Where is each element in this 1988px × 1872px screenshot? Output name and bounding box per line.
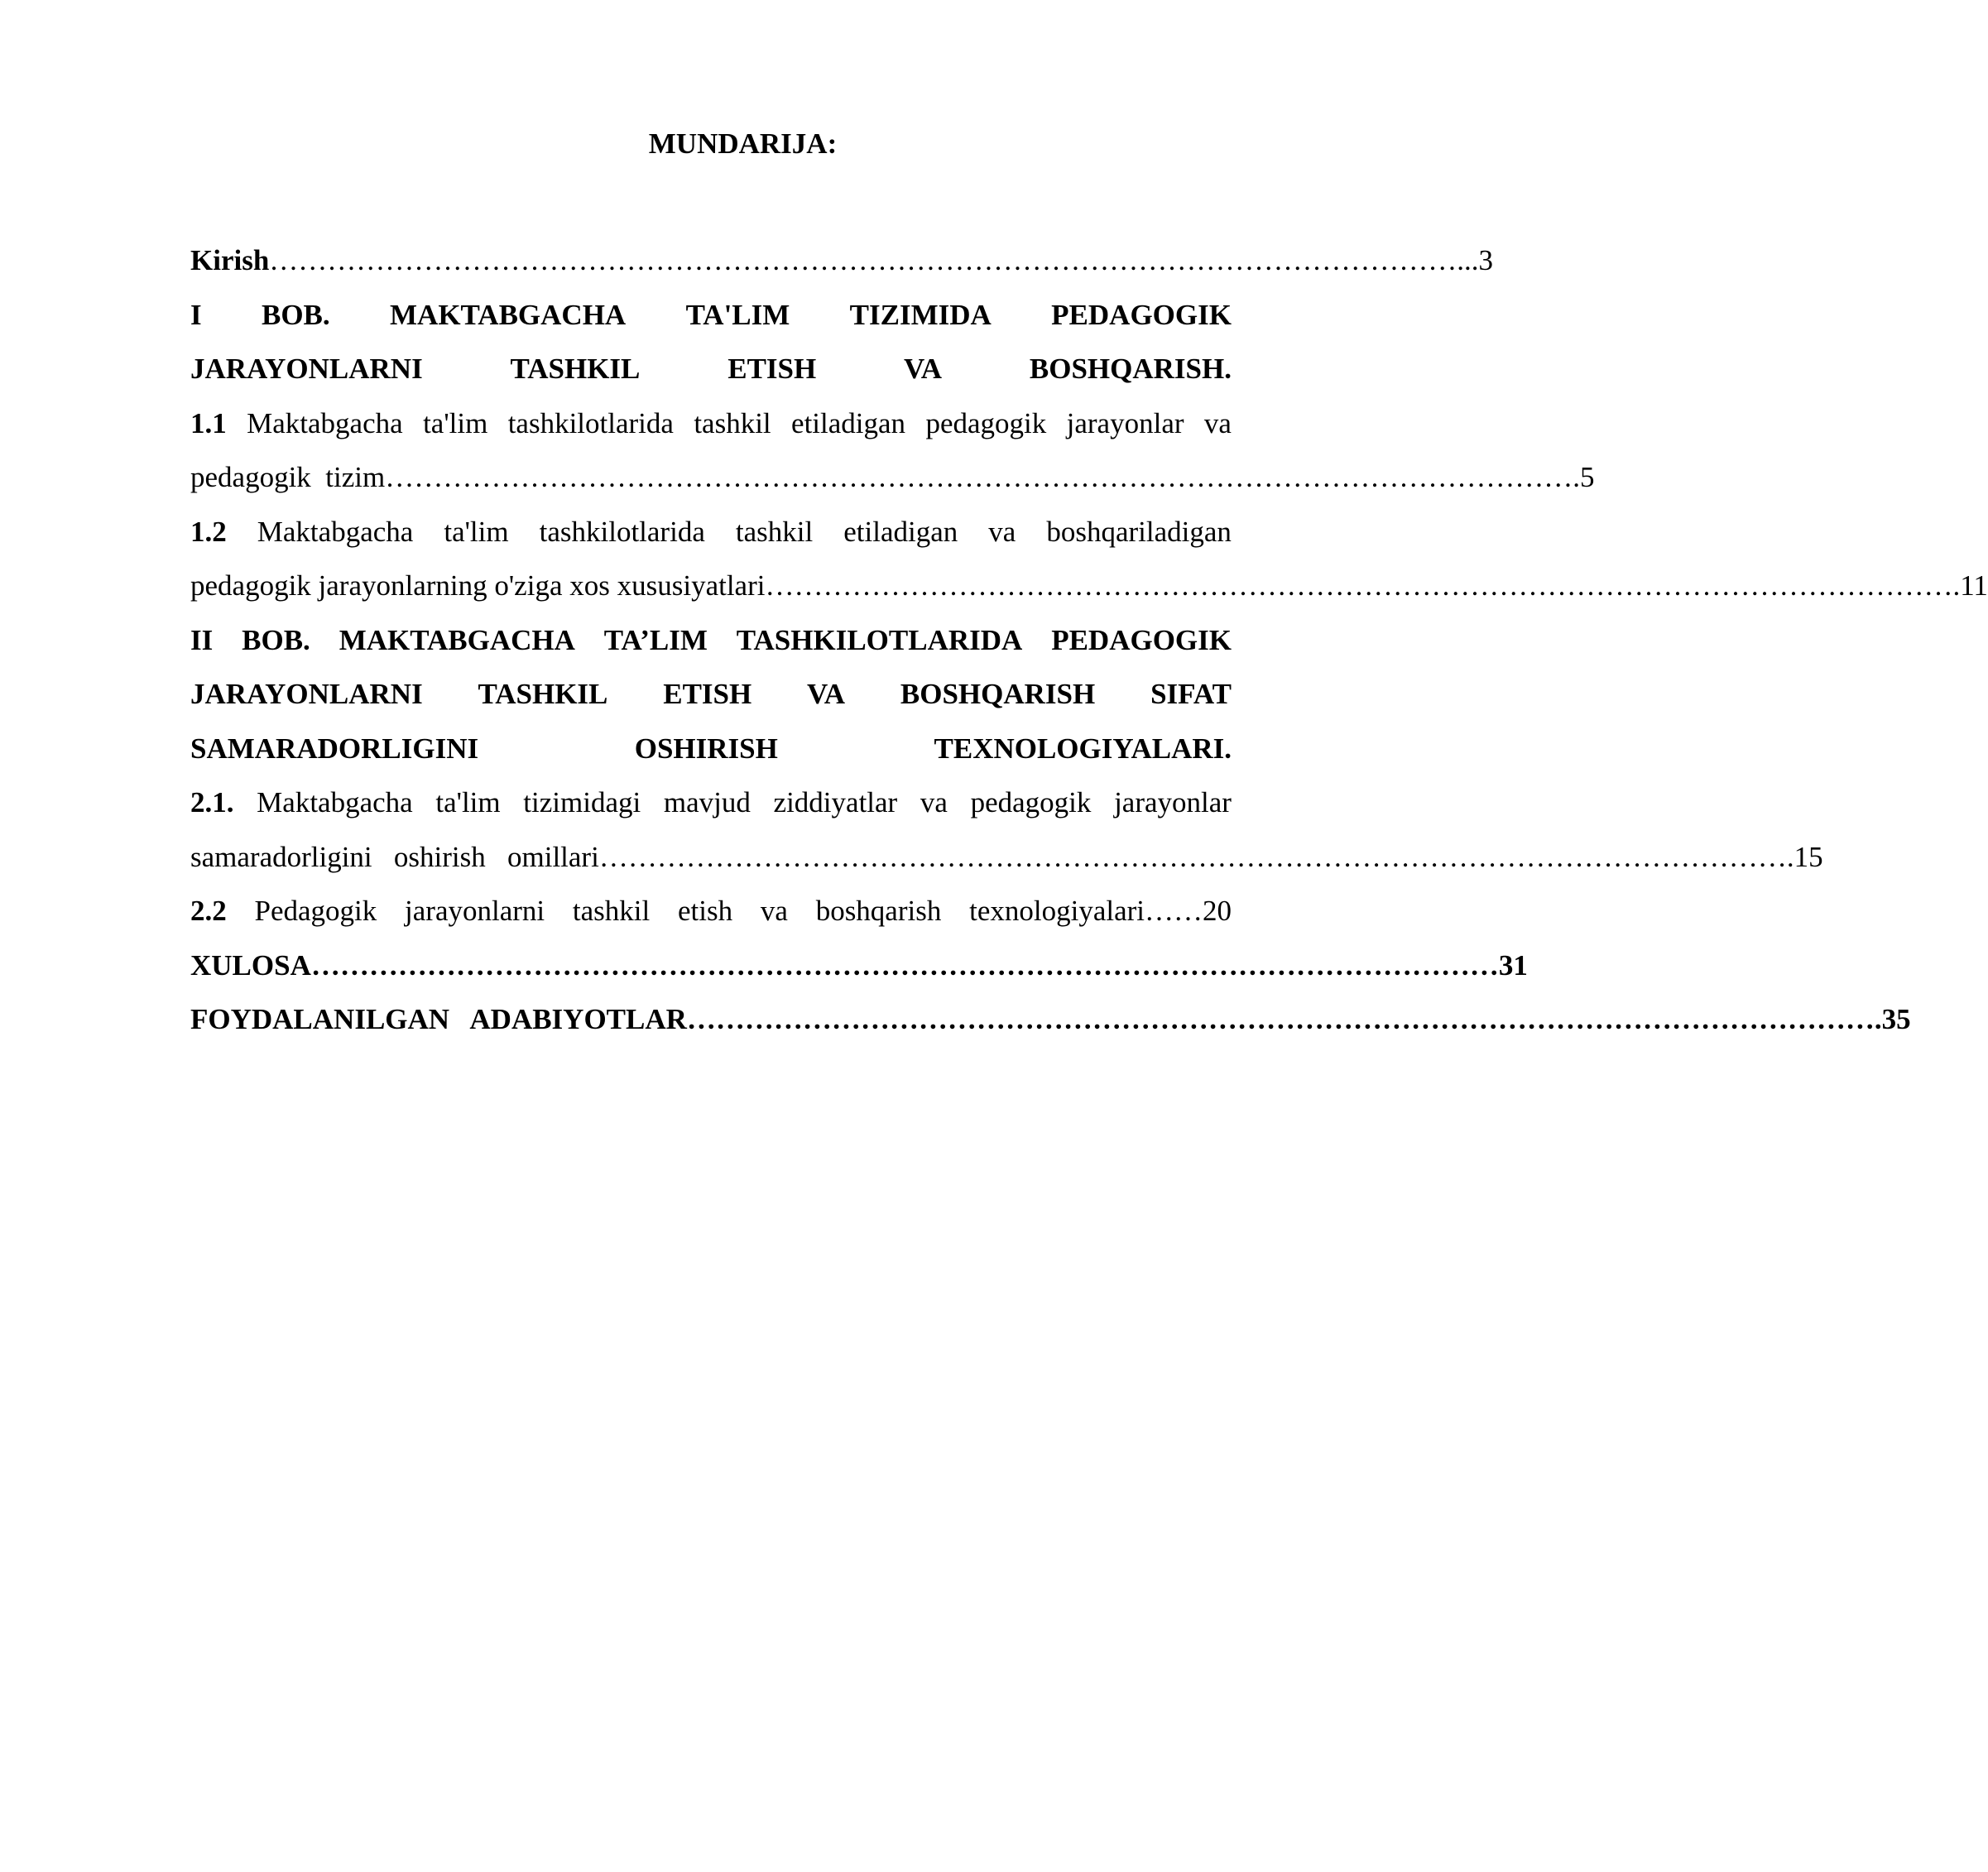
word: pedagogik — [925, 406, 1047, 439]
section-number: 2.1. — [190, 786, 234, 818]
table-of-contents — [190, 233, 1988, 1047]
word: MAKTABGACHA — [339, 623, 575, 656]
section-number: 1.2 — [190, 515, 227, 548]
word: TIZIMIDA — [849, 298, 992, 331]
word: SAMARADORLIGINI — [190, 732, 479, 765]
toc-section-2-1-line1[interactable] — [190, 775, 1232, 830]
word: VA — [807, 678, 846, 710]
word: Maktabgacha — [247, 406, 403, 439]
word: ziddiyatlar — [773, 786, 898, 818]
toc-label-xulosa: XULOSA — [190, 948, 311, 982]
toc-section-1-1-line1[interactable] — [190, 396, 1232, 451]
toc-chapter-1-line1[interactable] — [190, 288, 1232, 343]
word: ta'lim — [423, 406, 488, 439]
word: tashkilotlarida — [507, 406, 674, 439]
word: mavjud — [663, 786, 751, 818]
word: ta'lim — [444, 515, 509, 548]
word: PEDAGOGIK — [1051, 623, 1232, 656]
word: TASHKIL — [510, 353, 641, 385]
toc-chapter-1-line2[interactable] — [190, 342, 1232, 396]
word: tizimidagi — [523, 786, 641, 818]
word: TA'LIM — [685, 298, 790, 331]
toc-entry-kirish[interactable] — [190, 233, 1494, 288]
section-number: 1.1 — [190, 406, 227, 439]
toc-page-adabiyotlar: .35 — [1874, 1003, 1911, 1035]
toc-section-2-2[interactable] — [190, 884, 1232, 938]
word: BOSHQARISH. — [1029, 353, 1232, 385]
word: tashkil — [694, 406, 771, 439]
word: TA’LIM — [603, 623, 708, 656]
word: boshqarish — [815, 895, 942, 927]
word: II — [190, 623, 214, 656]
toc-text: pedagogik jarayonlarning o'ziga xos xususiyatlari — [190, 569, 766, 602]
word: OSHIRISH — [634, 732, 778, 765]
toc-page-kirish: ...3 — [1457, 244, 1494, 276]
toc-section-1-2-line2[interactable] — [190, 559, 1988, 613]
word: tashkil — [572, 895, 651, 927]
leader-dots: …………………………………………………………………………………………………………… — [765, 569, 1953, 602]
word: BOB. — [261, 298, 330, 331]
word: TASHKILOTLARIDA — [736, 623, 1023, 656]
word: TASHKIL — [478, 678, 608, 710]
word: SIFAT — [1150, 678, 1232, 710]
toc-entry-adabiyotlar[interactable] — [190, 992, 1911, 1047]
toc-page-xulosa: 31 — [1498, 948, 1528, 982]
word: tashkil — [735, 515, 814, 548]
toc-label-kirish: Kirish — [190, 244, 270, 276]
toc-text: samaradorligini oshirish omillari — [190, 840, 599, 873]
word: jarayonlar — [1066, 406, 1184, 439]
word: tashkilotlarida — [539, 515, 705, 548]
word: MAKTABGACHA — [390, 298, 627, 331]
word: I — [190, 298, 202, 331]
word: VA — [904, 353, 943, 385]
word: Maktabgacha — [257, 786, 413, 818]
toc-label-adabiyotlar: FOYDALANILGAN ADABIYOTLAR — [190, 1003, 687, 1035]
word: va — [988, 515, 1016, 548]
toc-section-2-1-line2[interactable] — [190, 830, 1823, 885]
word: Maktabgacha — [257, 515, 414, 548]
leader-dots: …………………………………………………………………………………………………………… — [598, 840, 1787, 873]
leader-dots: …………………………………………………………………………………………………………… — [269, 244, 1457, 276]
word: PEDAGOGIK — [1051, 298, 1232, 331]
toc-chapter-2-line2[interactable] — [190, 667, 1232, 722]
page-title: MUNDARIJA: — [648, 127, 838, 160]
word: etish — [678, 895, 733, 927]
toc-chapter-2-line3[interactable] — [190, 722, 1232, 776]
word: va — [920, 786, 948, 818]
word: BOB. — [242, 623, 310, 656]
toc-section-1-1-line2[interactable] — [190, 450, 1595, 505]
word: va — [760, 895, 788, 927]
toc-chapter-2-line1[interactable] — [190, 613, 1232, 668]
toc-section-1-2-line1[interactable] — [190, 505, 1232, 559]
word: etiladigan — [791, 406, 906, 439]
word: etiladigan — [843, 515, 958, 548]
toc-entry-xulosa[interactable] — [190, 938, 1528, 993]
leader-dots: …………………………………………………………………………………………………………… — [385, 461, 1573, 493]
word: BOSHQARISH — [900, 678, 1096, 710]
word: ETISH — [727, 353, 817, 385]
leader-dots: …………………………………………………………………………………………………………… — [686, 1003, 1875, 1035]
leader-dots: …………………………………………………………………………………………………………… — [310, 948, 1499, 982]
word: ta'lim — [435, 786, 501, 818]
toc-page-1-1: .5 — [1573, 461, 1595, 493]
word: pedagogik — [970, 786, 1092, 818]
word: boshqariladigan — [1046, 515, 1232, 548]
toc-page-2-1: .15 — [1786, 840, 1823, 873]
toc-text-with-page: texnologiyalari……20 — [969, 895, 1232, 927]
toc-page-1-2: .11 — [1952, 569, 1988, 602]
word: va — [1203, 406, 1232, 439]
word: TEXNOLOGIYALARI. — [934, 732, 1232, 765]
toc-text: pedagogik tizim — [190, 461, 386, 493]
word: JARAYONLARNI — [190, 353, 423, 385]
word: jarayonlar — [1114, 786, 1232, 818]
word: JARAYONLARNI — [190, 678, 423, 710]
word: ETISH — [663, 678, 752, 710]
section-number: 2.2 — [190, 895, 227, 927]
word: jarayonlarni — [405, 895, 545, 927]
word: Pedagogik — [254, 895, 377, 927]
